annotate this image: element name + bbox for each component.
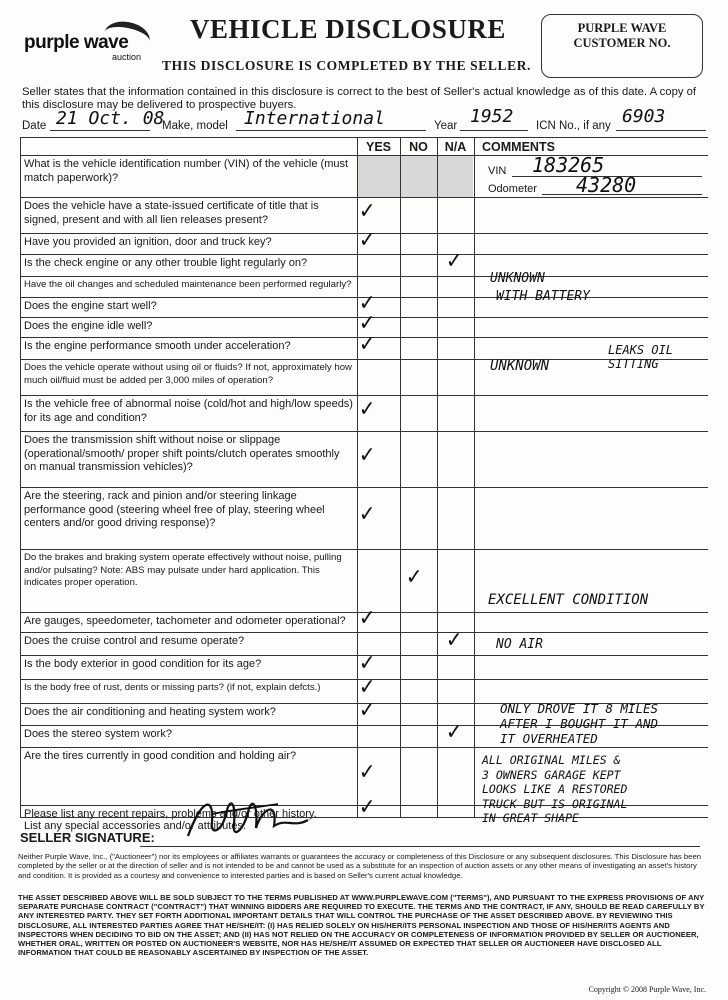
answer-checkmark-yes: ✓	[358, 311, 376, 336]
answer-checkmark-yes: ✓	[358, 675, 376, 700]
answer-checkmark-yes: ✓	[358, 760, 376, 785]
comment-fluid-unknown: UNKNOWN	[490, 358, 550, 374]
question-text: Does the vehicle operate without using oil or fluids? If not, approximately how much oil/fluid must be added per 3,000 miles of operation?	[24, 362, 352, 386]
answer-checkmark-yes: ✓	[358, 443, 376, 468]
seller-signature-label: SELLER SIGNATURE:	[20, 830, 155, 845]
comment-accessories: ALL ORIGINAL MILES & 3 OWNERS GARAGE KEPT LOOKS LIKE A RESTORED TRUCK BUT IS ORIGINAL IN GREAT SHAPE	[482, 753, 628, 825]
answer-checkmark-yes: ✓	[358, 698, 376, 723]
question-text: Are the tires currently in good condition and holding air?	[24, 750, 297, 762]
no-column-divider	[400, 137, 401, 817]
logo-wordmark: purple wave	[24, 32, 129, 53]
column-header-yes: YES	[365, 140, 391, 154]
answer-checkmark-yes: ✓	[358, 227, 376, 253]
row-divider	[20, 276, 708, 277]
answer-checkmark-yes: ✓	[358, 332, 376, 357]
answer-checkmark-na: ✓	[445, 249, 463, 274]
row-divider	[20, 549, 708, 550]
answer-checkmark-na: ✓	[445, 627, 463, 653]
question-text: Are gauges, speedometer, tachometer and odometer operational?	[24, 615, 346, 627]
disclosure-table	[20, 137, 708, 832]
table-top-border	[20, 137, 708, 138]
answer-checkmark-yes: ✓	[358, 606, 376, 631]
comment-no-air: NO AIR	[496, 637, 543, 652]
question-text: Have the oil changes and scheduled maintenance been performed regularly?	[24, 279, 352, 290]
question-text: Do the brakes and braking system operate effectively without noise, pulling and/or pulsating? Note: ABS may pulsate under hard application. This indicates proper operation.	[24, 552, 342, 588]
intro-statement: Seller states that the information contained in this disclosure is correct to the best of Seller's actual knowledge as of this date. A copy of this disclosure may be delivered to prospective buyers.	[22, 86, 697, 111]
row-divider	[20, 197, 708, 198]
question-text: Have you provided an ignition, door and truck key?	[24, 236, 272, 248]
purple-wave-logo	[18, 22, 152, 62]
date-value: 21 Oct. 08	[56, 108, 165, 129]
column-header-no: NO	[409, 140, 428, 154]
answer-checkmark-yes: ✓	[358, 651, 376, 676]
comment-with-battery: WITH BATTERY	[496, 289, 590, 304]
odometer-label: Odometer	[488, 183, 537, 195]
question-text: Does the air conditioning and heating system work?	[24, 706, 276, 718]
question-text: Is the vehicle free of abnormal noise (cold/hot and high/low speeds) for its age and condition?	[24, 398, 353, 424]
row-divider	[20, 632, 708, 633]
icn-line	[616, 130, 706, 131]
question-text: What is the vehicle identification number (VIN) of the vehicle (must match paperwork)?	[24, 158, 349, 184]
row-divider	[20, 359, 708, 360]
comment-leaks-oil: LEAKS OIL SITTING	[608, 343, 674, 371]
row-divider	[20, 395, 708, 396]
icn-value: 6903	[622, 106, 666, 127]
question-text: Does the transmission shift without noise or slippage (operational/smooth/ proper shift points/clutch operates smoothly on manual transmission vehicles)?	[24, 434, 340, 473]
page-title: VEHICLE DISCLOSURE	[190, 14, 506, 44]
answer-checkmark-yes: ✓	[358, 199, 376, 224]
comment-oil-unknown: UNKNOWN	[490, 271, 545, 286]
year-line	[460, 130, 528, 131]
question-text: Is the engine performance smooth under acceleration?	[24, 340, 291, 352]
date-line	[50, 130, 150, 131]
vin-label: VIN	[488, 165, 507, 177]
column-header-na: N/A	[444, 140, 467, 154]
question-text: Does the vehicle have a state-issued certificate of title that is signed, present and with all lien releases present?	[24, 200, 319, 226]
comments-column-divider	[474, 137, 475, 817]
icn-label: ICN No., if any	[536, 120, 611, 132]
answer-checkmark-no: ✓	[405, 564, 423, 590]
table-left-border	[20, 137, 21, 817]
seller-signature-line	[140, 846, 700, 847]
question-text: Are the steering, rack and pinion and/or steering linkage performance good (steering wheel free of play, steering wheel centers and/or good driving response)?	[24, 490, 325, 529]
year-value: 1952	[470, 106, 514, 127]
row-divider	[20, 487, 708, 488]
question-text: Does the engine start well?	[24, 300, 157, 312]
make-line	[236, 130, 426, 131]
year-label: Year	[434, 120, 458, 132]
customer-number-box	[541, 14, 703, 78]
seller-signature-mark	[182, 778, 322, 848]
page-subtitle: THIS DISCLOSURE IS COMPLETED BY THE SELLER.	[162, 58, 532, 73]
vin-shaded-cells	[357, 155, 473, 197]
row-divider	[20, 747, 708, 748]
na-column-divider	[437, 137, 438, 817]
answer-checkmark-yes: ✓	[358, 397, 376, 422]
column-header-comments: COMMENTS	[482, 140, 555, 154]
question-text: List any special accessories and/or attributes.	[24, 820, 246, 832]
comment-repairs: ONLY DROVE IT 8 MILES AFTER I BOUGHT IT AND IT OVERHEATED	[500, 701, 659, 746]
question-text: Does the engine idle well?	[24, 320, 153, 332]
disclaimer-text: Neither Purple Wave, Inc., ("Auctioneer") nor its employees or affiliates warrants or guarantees the accuracy or completeness of this Disclosure or any subsequent disclosures. This Disclosure has been completed by the seller or at the direction of seller and is not intended to be and cannot be used as a substitute for an inspection of auction assets or any other means of investigating an asset's history and condition. It is provided as a courtesy and convenience to interested parties and is based on Seller's current actual knowledge.	[18, 852, 701, 880]
logo-subtext: auction	[112, 52, 142, 62]
question-text: Does the stereo system work?	[24, 728, 172, 740]
question-text: Is the check engine or any other trouble light regularly on?	[24, 257, 308, 269]
question-text: Is the body free of rust, dents or missing parts? (if not, explain defcts.)	[24, 682, 321, 693]
vin-value: 183265	[532, 153, 605, 177]
row-divider	[20, 431, 708, 432]
question-text: Does the cruise control and resume operate?	[24, 635, 245, 647]
answer-checkmark-na: ✓	[445, 720, 463, 745]
answer-checkmark-yes: ✓	[358, 291, 376, 316]
odometer-value: 43280	[576, 173, 637, 197]
question-text: Please list any recent repairs, problems and/or other history.	[24, 808, 317, 820]
row-divider	[20, 254, 708, 255]
answer-checkmark-yes: ✓	[358, 502, 376, 527]
header-row-divider	[20, 155, 708, 156]
make-value: International	[244, 108, 385, 129]
make-label: Make, model	[162, 120, 228, 132]
date-label: Date	[22, 120, 47, 132]
customer-number-label: PURPLE WAVE CUSTOMER NO.	[573, 21, 671, 50]
copyright-notice: Copyright © 2008 Purple Wave, Inc.	[588, 985, 706, 994]
question-text: Is the body exterior in good condition for its age?	[24, 658, 262, 670]
answer-checkmark-yes: ✓	[358, 795, 376, 820]
legal-terms-text: THE ASSET DESCRIBED ABOVE WILL BE SOLD SUBJECT TO THE TERMS PUBLISHED AT WWW.PURPLEWAVE.COM ("TERMS"), AND PURSUANT TO THE EXPRESS PROVISIONS OF ANY SEPARATE PURCHASE CONTRACT ("CONTRACT") THAT WINNING BIDDERS ARE REQUIRED TO EXECUTE. THE TERMS AND THE CONTRACT, IF ANY, SHOULD BE READ CAREFULLY BY ANY INTERESTED PARTY. THEY SET FORTH ADDITIONAL IMPORTANT DETAILS THAT WILL CONTROL THE PURCHASE OF THE ASSET DESCRIBED ABOVE. BY REVIEWING THIS DISCLOSURE, ALL INTERESTED PARTIES AGREE THAT HE/SHE/IT: (I) HAS RELIED SOLELY ON HIS/HER/ITS PERSONAL INSPECTION AND THOSE OF HIS/HER/ITS AGENTS AND INSPECTORS WHEN DECIDING TO BID ON THE ASSET; AND (II) HAS NOT RELIED ON THE ACCURACY OR COMPLETENESS OF INFORMATION PROVIDED BY SELLER OR AUCTIONEER, WHETHER ORAL, WRITTEN OR POSTED ON AUCTIONEER'S WEBSITE, NOR HAS HE/SHE/IT ASSUMED OR EXPECTED THAT SELLER OR AUCTIONEER HAVE DISCLOSED ALL INFORMATION THAT COULD BE REASONABLY ASCERTAINED BY INSPECTION OF THE ASSET.	[18, 893, 705, 958]
comment-excellent-condition: EXCELLENT CONDITION	[488, 592, 649, 608]
yes-column-divider	[357, 137, 358, 817]
